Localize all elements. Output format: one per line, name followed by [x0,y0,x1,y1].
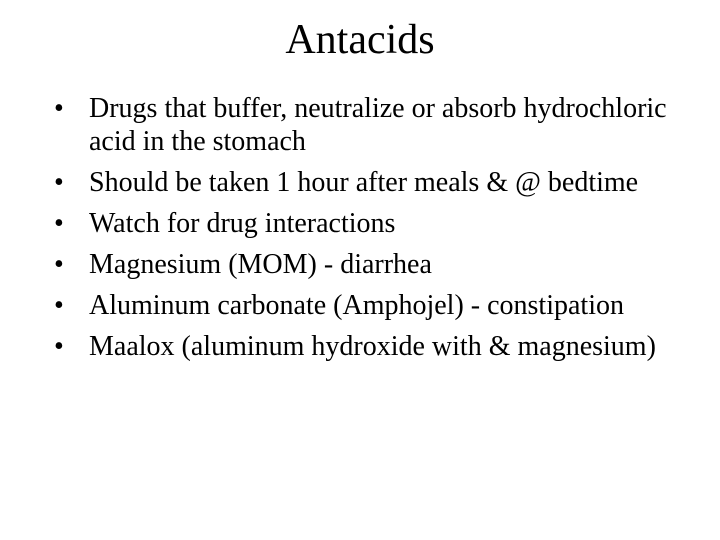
bullet-text: Watch for drug interactions [89,208,396,239]
bullet-dot-icon: • [54,331,64,362]
bullet-text: Drugs that buffer, neutralize or absorb hydrochloric acid in the stomach [89,93,667,157]
bullet-dot-icon: • [54,208,64,239]
bullet-item [54,330,674,363]
bullet-dot-icon: • [54,249,64,280]
bullet-text: Aluminum carbonate (Amphojel) - constipation [89,290,624,321]
bullet-item [54,92,674,158]
bullet-dot-icon: • [54,290,64,321]
bullet-text: Should be taken 1 hour after meals & @ bedtime [89,167,639,198]
bullet-text: Maalox (aluminum hydroxide with & magnesium) [89,331,656,362]
bullet-item [54,248,674,281]
bullet-list [54,92,674,371]
bullet-dot-icon: • [54,93,64,124]
bullet-item [54,207,674,240]
bullet-item [54,166,674,199]
bullet-text: Magnesium (MOM) - diarrhea [89,249,432,280]
slide-title: Antacids [285,17,435,63]
bullet-dot-icon: • [54,167,64,198]
bullet-item [54,289,674,322]
